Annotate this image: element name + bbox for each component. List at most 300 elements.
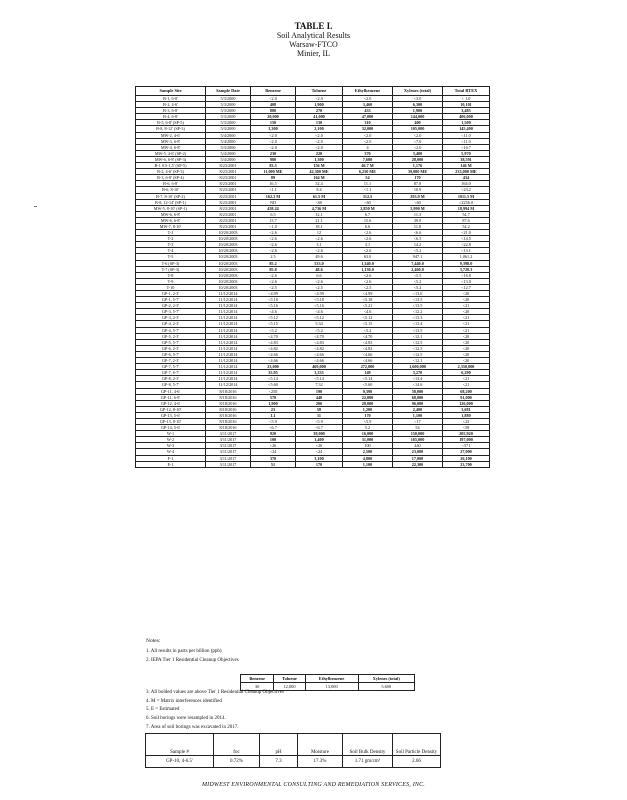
table-cell: ND — [251, 199, 296, 205]
table-cell: GP-5, 5-7' — [136, 339, 206, 345]
table-cell: <2.0 — [296, 144, 343, 150]
table-cell: 7.32 — [296, 382, 343, 388]
table-cell: GP-14, 5-6' — [136, 425, 206, 431]
table-cell: 21.1 — [296, 217, 343, 223]
table-cell: 49.6 — [296, 254, 343, 260]
table-cell: <4.99 — [296, 291, 343, 297]
table-cell: 3/11/2017 — [206, 431, 251, 437]
table-cell: <11.0 — [443, 138, 490, 144]
table-cell: 12 — [296, 230, 343, 236]
table-cell: 6.7 — [343, 211, 393, 217]
table-cell: <5.2 — [296, 327, 343, 333]
table-cell: 440 — [296, 394, 343, 400]
table-cell: 10.9 — [393, 187, 443, 193]
table-cell: 1,900 — [251, 400, 296, 406]
table-cell: 9,390 — [343, 388, 393, 394]
table-cell: F-1 — [136, 455, 206, 461]
table-cell: <22.8 — [443, 242, 490, 248]
table-cell: <5.14 — [343, 376, 393, 382]
table-cell: <4.70 — [296, 333, 343, 339]
table-cell: <4.70 — [343, 333, 393, 339]
table-cell: 220 — [296, 150, 343, 156]
table-cell: 3,335 — [296, 370, 343, 376]
table-cell: <21 — [443, 376, 490, 382]
table-cell: <5.5 — [393, 272, 443, 278]
table-cell: 10/20/2003 — [206, 248, 251, 254]
table-cell: GP-12, 4-6' — [136, 400, 206, 406]
table-cell: <2.6 — [296, 248, 343, 254]
table-cell: 3.1 — [296, 242, 343, 248]
table-cell: 6,250 ME — [343, 169, 393, 175]
table-cell: 8/18/2016 — [206, 406, 251, 412]
table-cell: <2.6 — [251, 278, 296, 284]
table-cell: GP-7, 5-7' — [136, 364, 206, 370]
table-cell: 145,400 — [443, 126, 490, 132]
table-cell: 39.0 — [393, 217, 443, 223]
table-cell: 8/18/2016 — [206, 418, 251, 424]
table-cell: 197,000 — [443, 437, 490, 443]
table-cell: <13.4 — [393, 376, 443, 382]
table-cell: <16.7 — [443, 144, 490, 150]
table-cell: 1,300 — [296, 156, 343, 162]
table-cell: 63.0 — [343, 254, 393, 260]
site-location: Minier, IL — [296, 49, 330, 58]
table-cell: <5.16 — [296, 303, 343, 309]
table-cell: 58,000 — [393, 388, 443, 394]
table-cell: 130 — [296, 120, 343, 126]
column-header: Sample Date — [206, 87, 251, 96]
table-cell: <2.0 — [343, 132, 393, 138]
table-cell: <5.12 — [343, 315, 393, 321]
table-cell: 8/23/2001 — [206, 199, 251, 205]
table-cell: 10/20/2003 — [206, 242, 251, 248]
table-cell: <4.66 — [343, 358, 393, 364]
table-cell: <4.82 — [251, 345, 296, 351]
company-footer: MIDWEST ENVIRONMENTAL CONSULTING AND REMEDIATION SERVICES, INC. — [201, 782, 426, 788]
table-cell: 18.1 — [296, 223, 343, 229]
table-cell: 38,591 — [443, 156, 490, 162]
table-cell: 433 — [343, 108, 393, 114]
table-cell: <21 — [443, 321, 490, 327]
table-cell: 12.1 — [296, 211, 343, 217]
table-cell: GP-6, 2-3' — [136, 345, 206, 351]
table-cell: <2.5 — [343, 284, 393, 290]
table-cell: 8/18/2016 — [206, 412, 251, 418]
table-cell: 5/4/2000 — [206, 138, 251, 144]
column-header: Xylenes (total) — [393, 87, 443, 96]
table-cell: <12.1 — [393, 358, 443, 364]
table-cell: 10/20/2003 — [206, 254, 251, 260]
table-cell: <12.7 — [443, 284, 490, 290]
table-cell: 51 — [251, 461, 296, 467]
table-cell: <4.99 — [343, 291, 393, 297]
table-cell: B-3, 6-8' (SP-4) — [136, 175, 206, 181]
table-cell: <13.5 — [393, 297, 443, 303]
soil-header-cell: Sample # — [146, 734, 214, 756]
table-cell: 170 — [393, 175, 443, 181]
soil-results-table — [135, 86, 490, 468]
table-cell: <13.5 — [393, 303, 443, 309]
note-1: 1. All results in parts per billion (ppb) — [146, 648, 222, 654]
table-cell: 190 — [296, 388, 343, 394]
table-cell: <5.18 — [251, 297, 296, 303]
table-cell: 1.1 — [251, 412, 296, 418]
table-cell: 11/12/2014 — [206, 297, 251, 303]
table-cell: 5/3/2000 — [206, 126, 251, 132]
table-cell: <2.6 — [296, 236, 343, 242]
table-cell: 6,300 — [393, 102, 443, 108]
table-cell: T-7 (SP-3) — [136, 266, 206, 272]
table-cell: 5,990 M — [393, 205, 443, 211]
table-cell: 8/18/2016 — [206, 425, 251, 431]
table-cell: <2.6 — [251, 272, 296, 278]
table-cell: 7,600 — [343, 156, 393, 162]
table-cell: 23,000 — [393, 449, 443, 455]
table-cell: 458.24 — [251, 205, 296, 211]
table-cell: <5.2 — [343, 327, 393, 333]
table-cell: 100 — [251, 437, 296, 443]
table-cell: 146 M — [443, 163, 490, 169]
table-cell: 32,000 — [343, 126, 393, 132]
table-cell: 83.5 — [251, 163, 296, 169]
table-cell: B-1 0.5-1.5' (SP-5) — [136, 163, 206, 169]
table-cell: 28,000 — [343, 400, 393, 406]
table-cell: 2,350,000 — [443, 364, 490, 370]
table-cell: MW-5, 8-10' (SP-1) — [136, 205, 206, 211]
table-cell: MW-6, 6-8' — [136, 211, 206, 217]
table-cell: <20 — [443, 297, 490, 303]
table-cell: MW-5, 4-6' (SP-2) — [136, 150, 206, 156]
table-cell: <4.6 — [296, 309, 343, 315]
table-cell: 5/3/2000 — [206, 96, 251, 102]
table-cell: <4.66 — [343, 351, 393, 357]
objectives-value-cell: 13,000 — [305, 683, 358, 691]
table-cell: 5/3/2000 — [206, 144, 251, 150]
table-cell: 8/18/2016 — [206, 388, 251, 394]
table-cell: <5.15 — [343, 321, 393, 327]
table-cell: <6.5 — [393, 236, 443, 242]
table-cell: <12.5 — [393, 339, 443, 345]
table-cell: 14.2 — [393, 242, 443, 248]
table-cell: 312.5 — [343, 193, 393, 199]
table-cell: <24 — [296, 449, 343, 455]
table-cell: 164.0 — [443, 181, 490, 187]
table-cell: 980 — [251, 156, 296, 162]
table-cell: 2,500 — [343, 449, 393, 455]
note-6: 6. Soil borings were resampled in 2014. — [146, 716, 226, 722]
table-cell: <5.9 — [343, 418, 393, 424]
table-cell: 22,300 — [393, 461, 443, 467]
table-cell: 11/12/2014 — [206, 327, 251, 333]
table-cell: 8/23/2001 — [206, 205, 251, 211]
soil-header-cell: Soil Bulk Density — [343, 734, 393, 756]
objectives-value-cell: 12,000 — [274, 683, 305, 691]
table-cell: 105,000 — [393, 126, 443, 132]
table-cell: 8/23/2001 — [206, 223, 251, 229]
table-cell: B-3, 6-8' — [136, 108, 206, 114]
table-cell: <13.0 — [443, 278, 490, 284]
soil-value-cell: 7.3 — [260, 756, 298, 768]
table-cell: <2.6 — [251, 242, 296, 248]
table-cell: <2.6 — [343, 272, 393, 278]
table-cell: 27,000 — [443, 449, 490, 455]
table-cell: <60 — [343, 199, 393, 205]
table-cell: 440 — [393, 443, 443, 449]
table-cell: <14.6 — [393, 382, 443, 388]
table-cell: T-4 — [136, 248, 206, 254]
table-cell: <20 — [443, 339, 490, 345]
table-cell: 947.1 — [393, 254, 443, 260]
table-cell: 1,100 — [343, 461, 393, 467]
table-cell: 6.6 — [296, 272, 343, 278]
table-cell: <16.8 — [443, 272, 490, 278]
table-cell: <2.5 — [296, 284, 343, 290]
table-cell: <13.1 — [443, 248, 490, 254]
table-cell: 11/12/2014 — [206, 376, 251, 382]
table-cell: <2.6 — [343, 278, 393, 284]
table-cell: 5/3/2000 — [206, 120, 251, 126]
table-cell: MW-7, 8-10' — [136, 223, 206, 229]
table-cell: 10/20/2003 — [206, 230, 251, 236]
table-cell: <58 — [443, 425, 490, 431]
table-cell: 5/4/2000 — [206, 132, 251, 138]
table-cell: <12.2 — [393, 309, 443, 315]
table-cell: 149 — [343, 370, 393, 376]
note-5: 5. E = Estimated — [146, 707, 180, 713]
table-cell: <5.12 — [296, 315, 343, 321]
table-cell: W-1 — [136, 431, 206, 437]
table-cell: MW-3, 6-8' — [136, 138, 206, 144]
table-cell: <4.82 — [343, 345, 393, 351]
table-cell: 5.2 — [343, 425, 393, 431]
table-cell: 10/20/2003 — [206, 266, 251, 272]
table-cell: GP-5, 2-3' — [136, 333, 206, 339]
table-cell: <4.6 — [251, 309, 296, 315]
table-cell: <4.66 — [296, 351, 343, 357]
table-cell: 68,200 — [443, 388, 490, 394]
objectives-header-cell: Benzene — [241, 675, 274, 683]
table-cell: T-10 — [136, 284, 206, 290]
table-cell: GP-13, 8-10' — [136, 418, 206, 424]
table-cell: 1,176 — [393, 163, 443, 169]
table-cell: 5/4/2000 — [206, 156, 251, 162]
table-cell: <571 — [443, 443, 490, 449]
table-cell: 46.7 M — [343, 163, 393, 169]
table-cell: GP-8, 2-3' — [136, 376, 206, 382]
table-cell: 3,400 — [393, 150, 443, 156]
soil-value-cell: 1.71 gm/cm³ — [343, 756, 393, 768]
soil-header-cell: foc — [214, 734, 260, 756]
table-cell: <5.14 — [251, 376, 296, 382]
table-cell: T-8 — [136, 272, 206, 278]
table-cell: <20 — [443, 345, 490, 351]
table-cell: B-8, 8-12' (SP-3) — [136, 126, 206, 132]
table-cell: 370 — [251, 455, 296, 461]
table-cell: 2,400 — [393, 406, 443, 412]
table-cell: <4.83 — [251, 339, 296, 345]
table-cell: 11.3 — [393, 211, 443, 217]
note-2: 2. IEPA Tier 1 Residential Cleanup Objectives — [146, 658, 239, 663]
table-cell: 3,100 — [296, 455, 343, 461]
table-cell: 11/12/2014 — [206, 315, 251, 321]
table-cell: 400 — [393, 120, 443, 126]
table-cell: 8/23/2001 — [206, 211, 251, 217]
table-cell: 570 — [251, 394, 296, 400]
table-cell: 16,000 — [343, 431, 393, 437]
table-cell: <6.7 — [251, 425, 296, 431]
table-cell: GP-7, 6-7' — [136, 370, 206, 376]
table-cell: <60 — [393, 199, 443, 205]
table-cell: <4.82 — [296, 345, 343, 351]
table-cell: <11.0 — [443, 132, 490, 138]
table-cell: 23 — [251, 406, 296, 412]
table-cell: <5.9 — [251, 418, 296, 424]
soil-properties-header-row — [146, 734, 441, 756]
table-cell: <20 — [443, 333, 490, 339]
table-cell: 8/23/2001 — [206, 169, 251, 175]
table-cell: <13.5 — [393, 327, 443, 333]
table-cell: GP-1, 5-7' — [136, 297, 206, 303]
table-cell: 230 — [251, 150, 296, 156]
notes-section — [146, 637, 476, 666]
table-cell: 8/18/2016 — [206, 400, 251, 406]
table-cell: 126,000 — [443, 400, 490, 406]
table-cell: <2.0 — [393, 144, 443, 150]
table-cell: <2.0 — [296, 132, 343, 138]
table-cell: <1.1 — [343, 187, 393, 193]
table-cell: B-6, 6-8' — [136, 181, 206, 187]
table-cell: <2.0 — [251, 132, 296, 138]
table-cell: <5.60 — [343, 382, 393, 388]
table-cell: 31,000 — [343, 437, 393, 443]
table-cell: <2.6 — [251, 236, 296, 242]
table-cell: <3.0 — [393, 96, 443, 102]
table-cell: 28,000 — [393, 156, 443, 162]
table-cell: 11/12/2014 — [206, 358, 251, 364]
table-cell: B-6, 8-10' — [136, 187, 206, 193]
margin-mark — [34, 206, 37, 207]
soil-value-cell: GP-10, 4-6.5' — [146, 756, 214, 768]
table-cell: 11 — [296, 412, 343, 418]
table-cell: <14.5 — [443, 236, 490, 242]
objectives-header-row — [241, 675, 415, 683]
table-cell: 100 — [343, 443, 393, 449]
table-cell: <1.1 — [251, 187, 296, 193]
soil-properties-row — [146, 756, 441, 768]
table-cell: <23 — [443, 418, 490, 424]
soil-header-cell: Soil Particle Density — [393, 734, 441, 756]
table-cell: 54 — [343, 175, 393, 181]
table-cell: <20 — [443, 309, 490, 315]
table-cell: B-2, 4-6' — [136, 102, 206, 108]
table-cell: 200 — [296, 400, 343, 406]
table-cell: <5.18 — [296, 297, 343, 303]
table-cell: 3,485 — [443, 108, 490, 114]
table-cell: 11.8 — [393, 223, 443, 229]
table-cell: <2.0 — [251, 96, 296, 102]
table-cell: 1011.5 M — [443, 193, 490, 199]
column-header: Total BTEX — [443, 87, 490, 96]
table-cell: <2.0 — [251, 138, 296, 144]
table-cell: 10/20/2003 — [206, 260, 251, 266]
table-cell: 11/12/2014 — [206, 339, 251, 345]
table-cell: 8/23/2001 — [206, 181, 251, 187]
column-header: Benzene — [251, 87, 296, 96]
table-cell: 533.0 — [296, 260, 343, 266]
table-cell: 1,400 — [296, 437, 343, 443]
table-cell: 10/20/2003 — [206, 236, 251, 242]
table-cell: 6,290 — [443, 370, 490, 376]
table-cell: T-1 — [136, 230, 206, 236]
table-cell: <26 — [251, 443, 296, 449]
table-cell: 144,000 — [393, 114, 443, 120]
table-cell: 26,100 — [443, 455, 490, 461]
table-cell: 23,000 — [251, 364, 296, 370]
table-cell: 3/11/2017 — [206, 449, 251, 455]
table-cell: 54.2 — [443, 223, 490, 229]
table-cell: W-2 — [136, 437, 206, 443]
table-cell: 6.6 — [343, 223, 393, 229]
table-cell: <250 — [251, 388, 296, 394]
table-cell: 11/12/2014 — [206, 370, 251, 376]
table-cell: 91,000 — [443, 394, 490, 400]
table-cell: 42,300 ME — [296, 169, 343, 175]
table-cell: 11/12/2014 — [206, 309, 251, 315]
table-cell: 10/20/2003 — [206, 278, 251, 284]
table-cell: 58 — [296, 406, 343, 412]
table-cell: <6.6 — [393, 230, 443, 236]
table-cell: < 1.0 — [443, 96, 490, 102]
table-cell: <20 — [443, 291, 490, 297]
table-cell: <5.2 — [393, 248, 443, 254]
table-cell: <5.2 — [393, 284, 443, 290]
table-cell: <2.6 — [251, 230, 296, 236]
table-cell: T-6 (SP-3) — [136, 260, 206, 266]
soil-header-cell: Moisture — [298, 734, 343, 756]
table-cell: 11,000 ME — [251, 169, 296, 175]
table-cell: 293.9 M — [393, 193, 443, 199]
table-cell: <4.99 — [251, 291, 296, 297]
table-cell: 3,681 — [443, 406, 490, 412]
soil-properties-table — [145, 733, 441, 768]
table-cell: 2,850 M — [343, 205, 393, 211]
table-cell: 11/12/2014 — [206, 321, 251, 327]
table-cell: <7.0 — [393, 138, 443, 144]
table-cell: 11/12/2014 — [206, 303, 251, 309]
table-cell: 233,000 ME — [443, 169, 490, 175]
table-cell: 52.4 — [296, 181, 343, 187]
table-cell: MW-2, 4-6' — [136, 132, 206, 138]
table-cell: 10/20/2003 — [206, 272, 251, 278]
table-header-row — [136, 87, 490, 96]
table-cell: B-5, 6-8' (SP-5) — [136, 120, 206, 126]
table-cell: 4 — [343, 144, 393, 150]
table-cell: 1,500 — [443, 120, 490, 126]
table-cell: 920 — [251, 431, 296, 437]
table-cell: 10/20/2003 — [206, 284, 251, 290]
table-cell: 272,000 — [343, 364, 393, 370]
table-cell: <12.1 — [393, 333, 443, 339]
table-cell: 10,101 — [443, 102, 490, 108]
table-cell: MW-6, 6-8' (SP-3) — [136, 156, 206, 162]
table-cell: 20,000 — [251, 114, 296, 120]
table-cell: <5.9 — [296, 418, 343, 424]
table-cell: <2.6 — [343, 236, 393, 242]
table-cell: 5/3/2000 — [206, 114, 251, 120]
table-cell: 68,000 — [393, 394, 443, 400]
table-cell: 11/12/2014 — [206, 291, 251, 297]
objectives-header-cell: Xylenes (total) — [358, 675, 414, 683]
